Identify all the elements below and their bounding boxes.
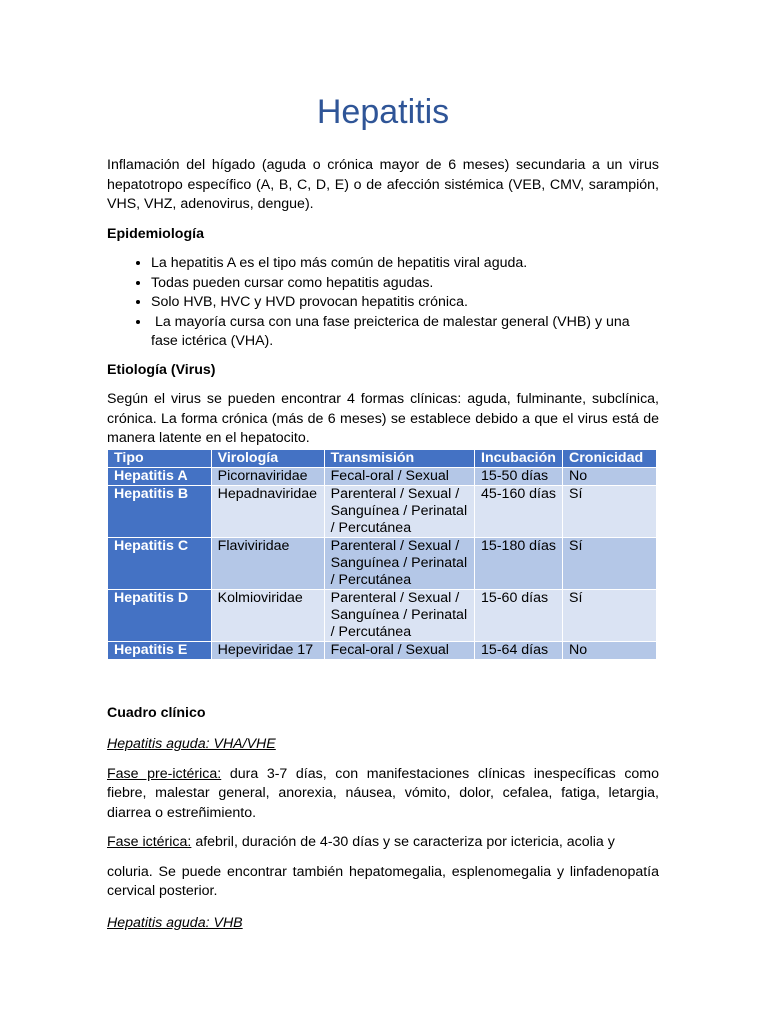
table-row [108,641,657,659]
subheading-aguda-vhb: Hepatitis aguda: VHB [107,914,243,931]
cell-incubacion: 15-64 días [475,641,563,659]
fase-icterica-label: Fase ictérica: [107,834,192,850]
cell-cronicidad: No [563,641,657,659]
column-header: Cronicidad [563,449,657,467]
etiologia-heading: Etiología (Virus) [107,361,216,378]
fase-icterica-paragraph [107,833,659,853]
epidemiologia-heading: Epidemiología [107,225,204,242]
cell-virologia: Kolmioviridae [211,589,324,641]
cell-incubacion: 45-160 días [475,485,563,537]
cell-cronicidad: No [563,467,657,485]
column-header: Incubación [475,449,563,467]
cell-transmision: Fecal-oral / Sexual [324,467,474,485]
column-header: Virología [211,449,324,467]
table-row [108,485,657,537]
etiologia-paragraph: Según el virus se pueden encontrar 4 formas clínicas: aguda, fulminante, subclínica, crónica. La forma crónica (más de 6 meses) se establece debido a que el virus está de manera latente en el hepatocito. [107,391,659,446]
cell-transmision: Fecal-oral / Sexual [324,641,474,659]
table-row [108,589,657,641]
cell-cronicidad: Sí [563,589,657,641]
table-row [108,467,657,485]
column-header: Tipo [108,449,212,467]
page-title: Hepatitis [316,93,450,131]
cuadro-clinico-section [107,704,659,934]
cell-tipo: Hepatitis B [108,485,212,537]
intro-paragraph: Inflamación del hígado (aguda o crónica mayor de 6 meses) secundaria a un virus hepatotropo específico (A, B, C, D, E) o de afección sistémica (VEB, CMV, sarampión, VHS, VHZ, adenovirus, dengue). [107,157,659,212]
fase-pre-icterica-text: dura 3-7 días, con manifestaciones clínicas inespecíficas como fiebre, malestar general, anorexia, náusea, vómito, dolor, cefalea, fatiga, letargia, diarrea o estreñimiento. [107,765,660,821]
list-item: • La mayoría cursa con una fase preicterica de malestar general (VHB) y una fase ictérica (VHA). [151,313,659,352]
fase-icterica-text: afebril, duración de 4-30 días y se caracteriza por ictericia, acolia y [191,834,615,850]
document-page [107,90,659,933]
cell-transmision: Parenteral / Sexual / Sanguínea / Perinatal / Percutánea [324,485,474,537]
cell-virologia: Hepadnaviridae [211,485,324,537]
cell-incubacion: 15-180 días [475,537,563,589]
column-header: Transmisión [324,449,474,467]
epidemiologia-list [107,254,659,352]
list-item: • La hepatitis A es el tipo más común de hepatitis viral aguda. [151,254,659,274]
fase-pre-icterica-paragraph [107,765,659,824]
cell-transmision: Parenteral / Sexual / Sanguínea / Perinatal / Percutánea [324,589,474,641]
cell-cronicidad: Sí [563,537,657,589]
list-item: • Todas pueden cursar como hepatitis agudas. [151,274,659,294]
cell-transmision: Parenteral / Sexual / Sanguínea / Perinatal / Percutánea [324,537,474,589]
cuadro-clinico-heading: Cuadro clínico [107,704,206,721]
cell-tipo: Hepatitis C [108,537,212,589]
cell-tipo: Hepatitis E [108,641,212,659]
list-item: • Solo HVB, HVC y HVD provocan hepatitis crónica. [151,293,659,313]
subheading-aguda-vha-vhe: Hepatitis aguda: VHA/VHE [107,736,276,752]
cell-virologia: Picornaviridae [211,467,324,485]
cell-tipo: Hepatitis D [108,589,212,641]
table-row [108,537,657,589]
fase-icterica-continuation: coluria. Se puede encontrar también hepatomegalia, esplenomegalia y linfadenopatía cervical posterior. [107,863,659,899]
cell-incubacion: 15-50 días [475,467,563,485]
fase-pre-icterica-label: Fase pre-ictérica: [107,765,222,782]
cell-tipo: Hepatitis A [108,467,212,485]
cell-virologia: Hepeviridae 17 [211,641,324,659]
cell-cronicidad: Sí [563,485,657,537]
table-header-row [108,449,657,467]
cell-incubacion: 15-60 días [475,589,563,641]
virus-table [107,449,657,660]
cell-virologia: Flaviviridae [211,537,324,589]
